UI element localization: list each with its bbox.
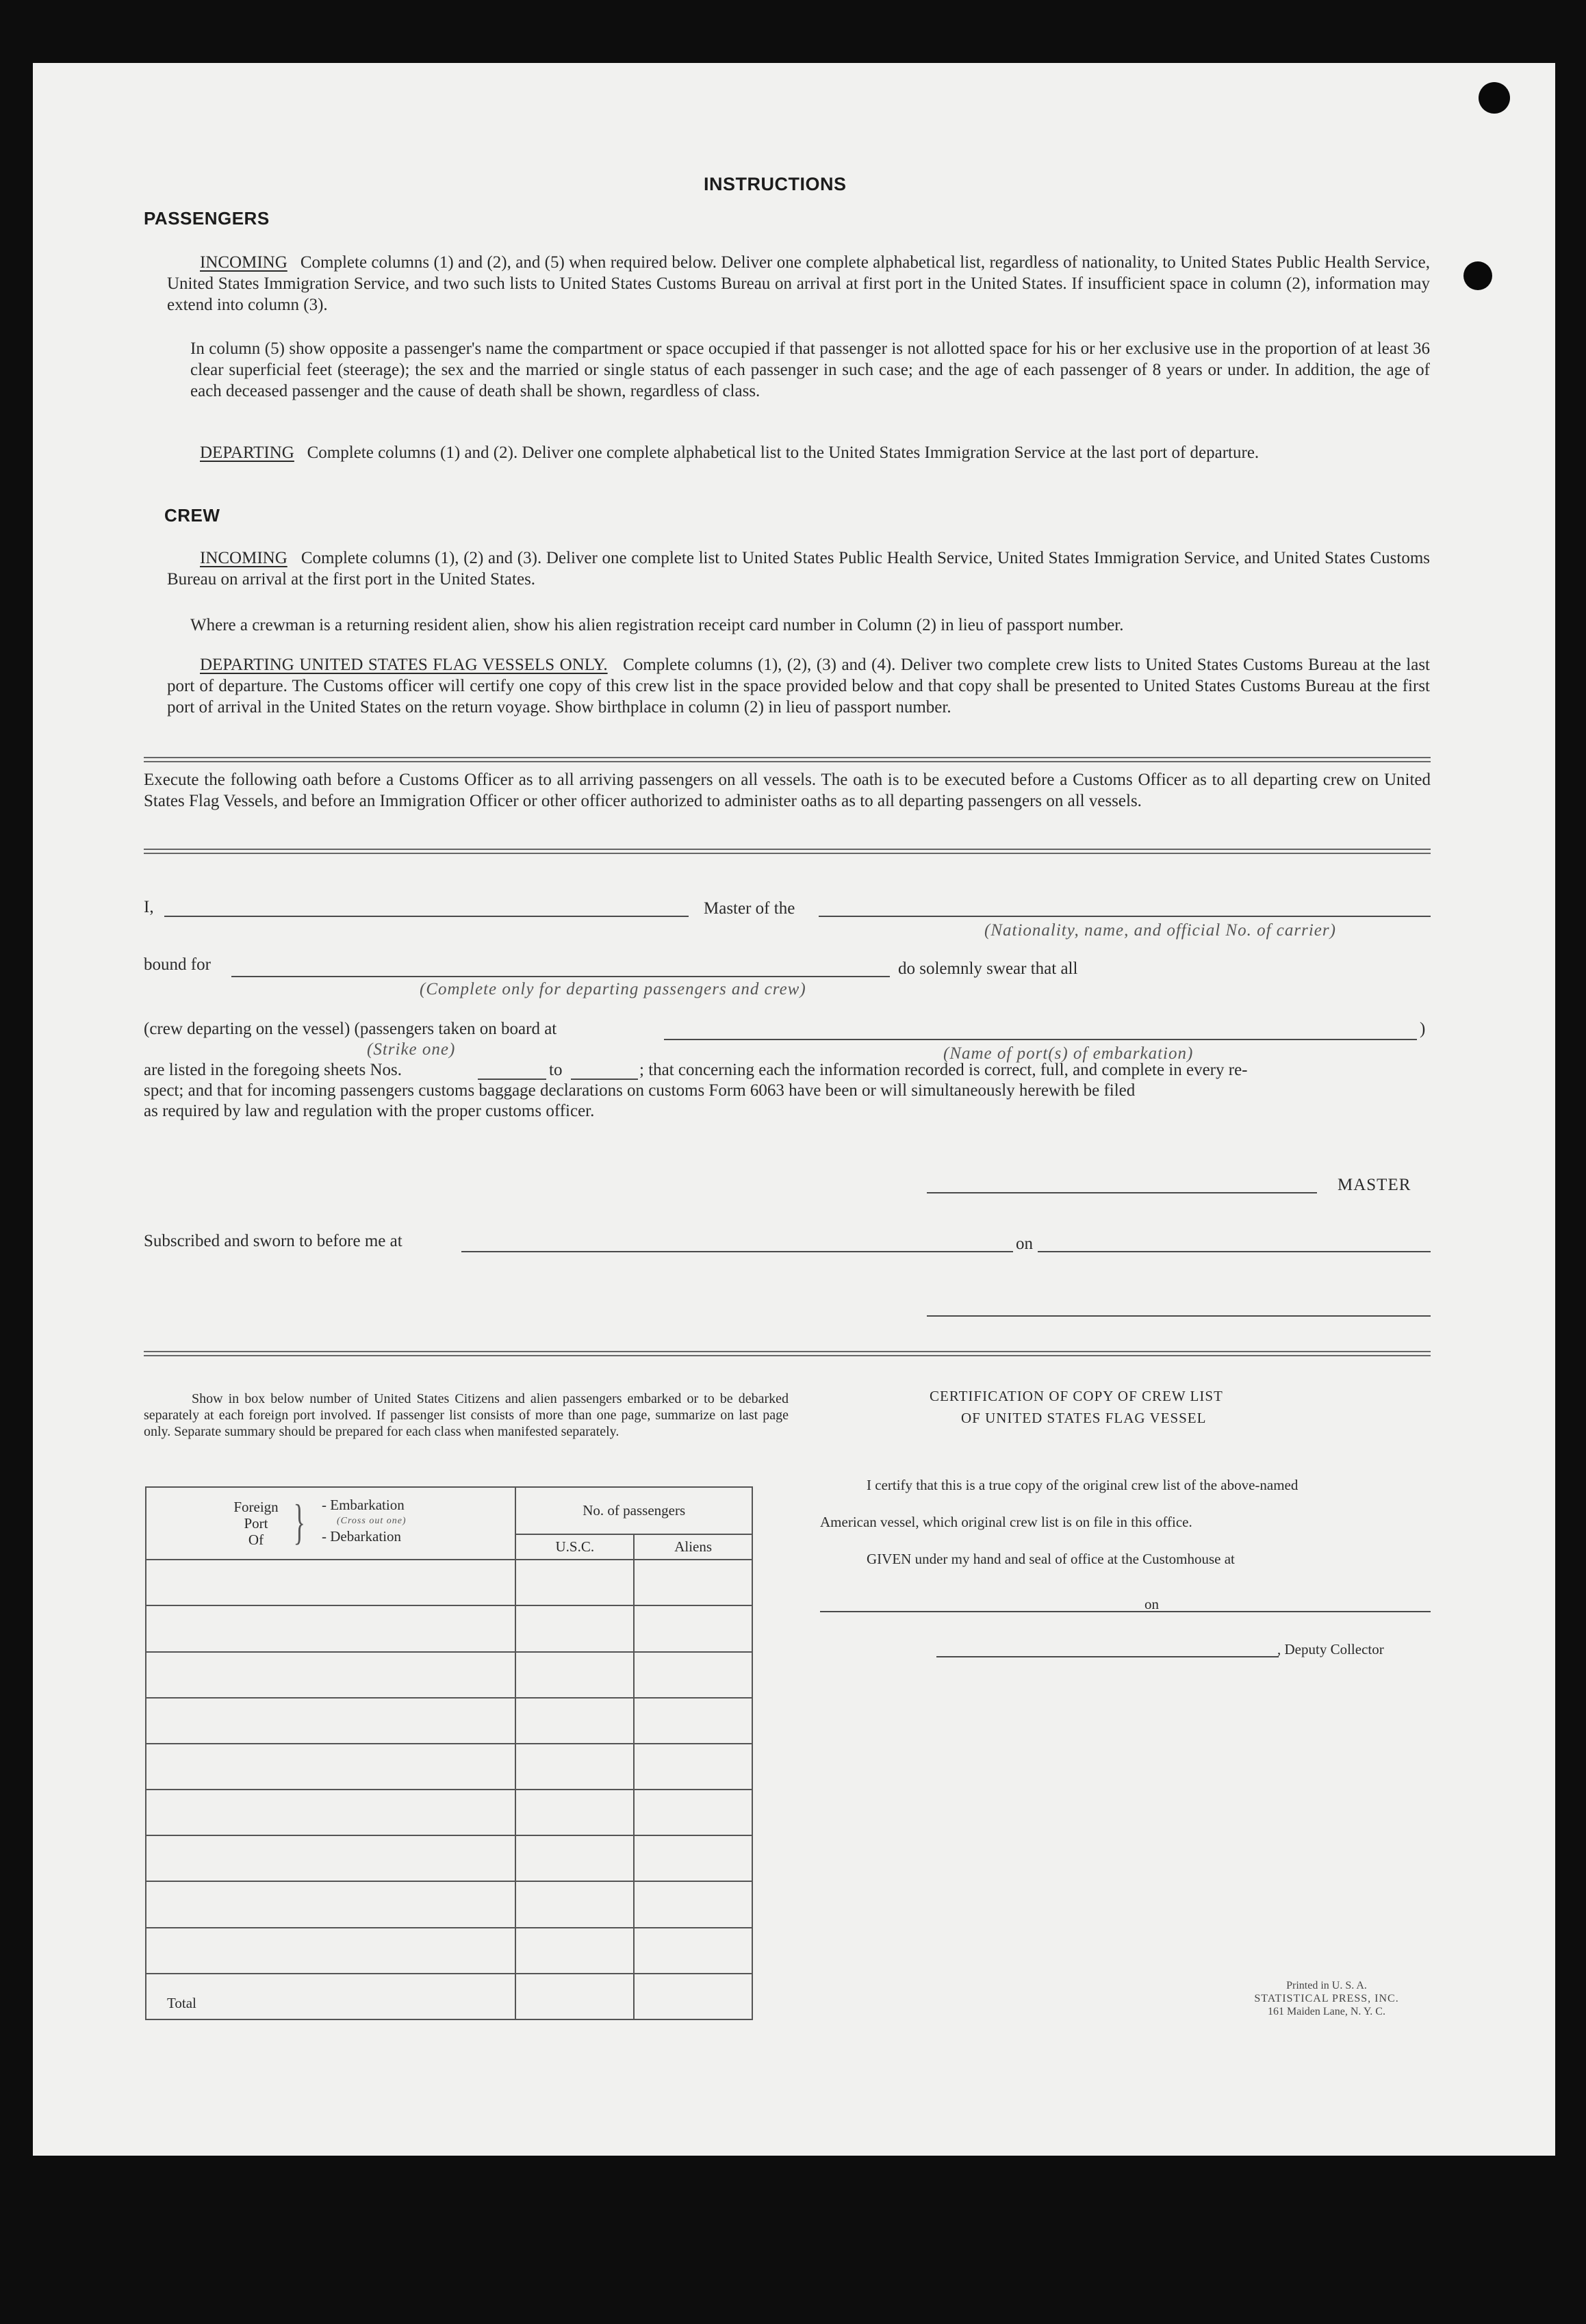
- form-page: [33, 63, 1555, 2156]
- sworn-place-field[interactable]: [461, 1251, 1013, 1252]
- port-hint: (Name of port(s) of embarkation): [943, 1044, 1194, 1063]
- usc-cell[interactable]: [515, 1790, 634, 1835]
- usc-cell[interactable]: [515, 1928, 634, 1974]
- bound-for-hint: (Complete only for departing passengers and crew): [420, 980, 806, 998]
- port-cell[interactable]: [146, 1790, 515, 1835]
- usc-cell[interactable]: [515, 1744, 634, 1790]
- certification-subtitle: OF UNITED STATES FLAG VESSEL: [961, 1410, 1207, 1426]
- deputy-collector-label: , Deputy Collector: [1277, 1641, 1384, 1657]
- port-cell[interactable]: [146, 1698, 515, 1744]
- certification-title: CERTIFICATION OF COPY OF CREW LIST: [930, 1388, 1223, 1404]
- aliens-total-cell[interactable]: [634, 1974, 752, 2019]
- punch-hole: [1479, 82, 1510, 114]
- aliens-cell[interactable]: [634, 1605, 752, 1651]
- port-cell[interactable]: [146, 1835, 515, 1881]
- certify-text: I certify that this is a true copy of the original crew list of the above-named: [867, 1477, 1299, 1493]
- total-label: Total: [146, 1974, 515, 2019]
- passengers-column5-paragraph: In column (5) show opposite a passenger's name the compartment or space occupied if that passenger is not allotted space for his or her exclusive use in the proportion of at least 36 clear superficial feet (steerage); the sex and the married or single status of each passenger in such case; and the age of each passenger of 8 years or under. In addition, the age of each deceased passenger and the cause of death shall be shown, regardless of class.: [190, 339, 1430, 400]
- subscribed-label: Subscribed and sworn to before me at: [144, 1232, 402, 1250]
- bound-for-field[interactable]: [231, 976, 890, 977]
- debarkation-label: - Debarkation: [322, 1528, 402, 1545]
- passengers-departing-text: Complete columns (1) and (2). Deliver one complete alphabetical list to the United States Immigration Service at the last port of departure.: [307, 443, 1259, 462]
- master-of-the-label: Master of the: [704, 899, 795, 918]
- sheet-to-field[interactable]: [571, 1079, 638, 1080]
- crew-departing-label: DEPARTING UNITED STATES FLAG VESSELS ONLY.: [200, 656, 608, 674]
- passengers-departing-paragraph: [167, 442, 1430, 463]
- crew-heading: CREW: [164, 505, 220, 526]
- passengers-incoming-paragraph: [167, 252, 1430, 315]
- port-header-cell: [146, 1487, 515, 1560]
- usc-cell[interactable]: [515, 1652, 634, 1698]
- aliens-cell[interactable]: [634, 1928, 752, 1974]
- oath-i-label: I,: [144, 898, 154, 916]
- passengers-incoming-label: INCOMING: [200, 253, 287, 272]
- sheet-from-field[interactable]: [478, 1079, 546, 1080]
- crew-resident-paragraph: Where a crewman is a returning resident alien, show his alien registration receipt card number in Column (2) in lieu of passport number.: [190, 616, 1124, 634]
- crew-incoming-text: Complete columns (1), (2) and (3). Deliver one complete list to United States Public Health Service, United States Immigration Service, and United States Customs Bureau on arrival at the first port in the United States.: [167, 549, 1430, 589]
- page-title: INSTRUCTIONS: [704, 174, 847, 194]
- master-label: MASTER: [1338, 1176, 1411, 1194]
- summary-note: Show in box below number of United States Citizens and alien passengers embarked or to be debarked separately at each foreign port involved. If passenger list consists of more than one page, summarize on last page only. Separate summary should be prepared for each class when manifested separately.: [144, 1391, 789, 1439]
- listed-rest-text: ; that concerning each the information recorded is correct, full, and complete in every re-: [639, 1061, 1248, 1079]
- aliens-header: Aliens: [634, 1534, 752, 1560]
- deputy-signature-field[interactable]: [936, 1656, 1279, 1657]
- divider: [144, 757, 1431, 762]
- usc-cell[interactable]: [515, 1881, 634, 1927]
- aliens-cell[interactable]: [634, 1698, 752, 1744]
- crew-departing-text: Complete columns (1), (2), (3) and (4). Deliver two complete crew lists to United States Customs Bureau at the last port of departure. The Customs officer will certify one copy of this crew list in the space provided below and that copy shall be presented to United States Customs Bureau at the first port of arrival in the United States on the return voyage. Show birthplace in column (2) in lieu of passport number.: [167, 656, 1430, 716]
- cross-out-hint: (Cross out one): [337, 1516, 407, 1527]
- embarkation-label: - Embarkation: [322, 1497, 405, 1514]
- divider: [144, 1351, 1431, 1356]
- certification-date-field[interactable]: [1171, 1611, 1431, 1612]
- certify-text: American vessel, which original crew list is on file in this office.: [820, 1514, 1192, 1530]
- printer-line: STATISTICAL PRESS, INC.: [1254, 1993, 1399, 2004]
- port-cell[interactable]: [146, 1881, 515, 1927]
- of-label: Of: [248, 1532, 264, 1549]
- crew-passengers-choice-text: (crew departing on the vessel) (passengers taken on board at: [144, 1020, 557, 1038]
- aliens-cell[interactable]: [634, 1744, 752, 1790]
- master-name-field[interactable]: [164, 916, 689, 917]
- foreign-label: Foreign: [233, 1499, 279, 1516]
- usc-total-cell[interactable]: [515, 1974, 634, 2019]
- printer-line: Printed in U. S. A.: [1286, 1980, 1367, 1991]
- listed-rest-text: as required by law and regulation with the proper customs officer.: [144, 1102, 595, 1120]
- passengers-heading: PASSENGERS: [144, 208, 270, 229]
- crew-departing-paragraph: [167, 654, 1430, 718]
- certification-on-label: on: [1144, 1596, 1159, 1612]
- carrier-field[interactable]: [819, 916, 1431, 917]
- strike-hint: (Strike one): [367, 1040, 456, 1059]
- sworn-date-field[interactable]: [1038, 1251, 1431, 1252]
- customhouse-field[interactable]: [820, 1611, 1175, 1612]
- port-cell[interactable]: [146, 1560, 515, 1605]
- port-cell[interactable]: [146, 1605, 515, 1651]
- divider: [144, 849, 1431, 854]
- carrier-hint: (Nationality, name, and official No. of carrier): [984, 921, 1336, 940]
- listed-start-text: are listed in the foregoing sheets Nos.: [144, 1061, 402, 1079]
- printer-imprint: [1197, 1979, 1457, 2018]
- to-label: to: [549, 1061, 563, 1079]
- port-cell[interactable]: [146, 1928, 515, 1974]
- listed-rest-text: spect; and that for incoming passengers customs baggage declarations on customs Form 6063 have been or will simultaneously herewith be filed: [144, 1081, 1136, 1100]
- bound-for-label: bound for: [144, 955, 211, 974]
- punch-hole: [1463, 261, 1492, 290]
- usc-header: U.S.C.: [515, 1534, 634, 1560]
- passengers-incoming-text: Complete columns (1) and (2), and (5) when required below. Deliver one complete alphabetical list, regardless of nationality, to United States Public Health Service, United States Immigration Service, and two such lists to United States Customs Bureau on arrival at first port in the United States. If insufficient space in column (2), information may extend into column (3).: [167, 253, 1431, 314]
- close-paren: ): [1420, 1020, 1426, 1038]
- on-label: on: [1016, 1235, 1033, 1253]
- officer-signature-field[interactable]: [927, 1315, 1431, 1317]
- swear-text: do solemnly swear that all: [898, 959, 1078, 978]
- aliens-cell[interactable]: [634, 1881, 752, 1927]
- aliens-cell[interactable]: [634, 1835, 752, 1881]
- passenger-summary-table: [145, 1486, 753, 2020]
- aliens-cell[interactable]: [634, 1652, 752, 1698]
- printer-line: 161 Maiden Lane, N. Y. C.: [1268, 2006, 1385, 2017]
- oath-intro: Execute the following oath before a Customs Officer as to all arriving passengers on all vessels. The oath is to be executed before a Customs Officer as to all departing crew on United States Flag Vessels, and before an Immigration Officer or other officer authorized to administer oaths as to all departing passengers on all vessels.: [144, 771, 1431, 810]
- no-of-passengers-header: No. of passengers: [515, 1487, 752, 1534]
- aliens-cell[interactable]: [634, 1790, 752, 1835]
- usc-cell[interactable]: [515, 1835, 634, 1881]
- crew-incoming-label: INCOMING: [200, 549, 287, 567]
- usc-cell[interactable]: [515, 1698, 634, 1744]
- brace-glyph: }: [293, 1495, 305, 1550]
- crew-incoming-paragraph: [167, 547, 1430, 590]
- master-signature-field[interactable]: [927, 1192, 1317, 1193]
- port-cell[interactable]: [146, 1744, 515, 1790]
- port-label: Port: [244, 1515, 268, 1532]
- aliens-cell[interactable]: [634, 1560, 752, 1605]
- usc-cell[interactable]: [515, 1605, 634, 1651]
- given-text: GIVEN under my hand and seal of office at the Customhouse at: [867, 1551, 1235, 1567]
- usc-cell[interactable]: [515, 1560, 634, 1605]
- port-cell[interactable]: [146, 1652, 515, 1698]
- passengers-departing-label: DEPARTING: [200, 443, 294, 462]
- embarkation-port-field[interactable]: [664, 1039, 1417, 1040]
